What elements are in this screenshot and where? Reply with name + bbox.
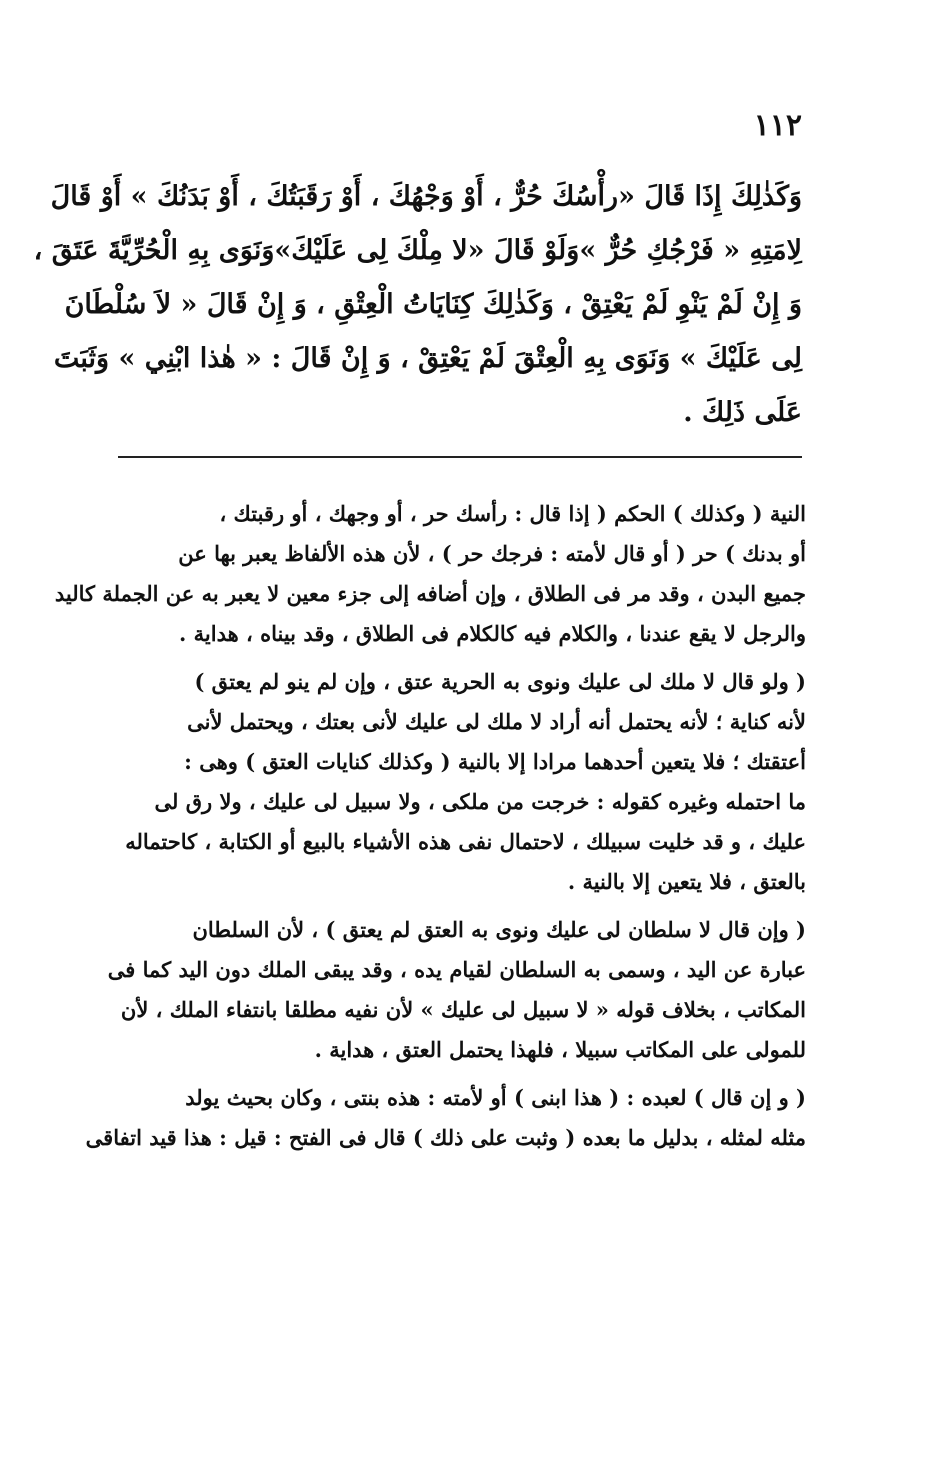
commentary-line: أو بدنك ) حر ( أو قال لأمته : فرجك حر ) ، لأن هذه الألفاظ يعبر بها عن <box>178 541 806 566</box>
commentary-line: لأنه كناية ؛ لأنه يحتمل أنه أراد لا ملك لى عليك لأنى بعتك ، ويحتمل لأنى <box>187 709 806 734</box>
commentary-line: والرجل لا يقع عندنا ، والكلام فيه كالكلام فى الطلاق ، وقد بيناه ، هداية . <box>179 621 806 646</box>
commentary-paragraph <box>107 910 806 1070</box>
main-text-line: لِى عَلَيْكَ » وَنَوَى بِهِ الْعِتْقَ لَمْ يَعْتِقْ ، وَ إِنْ قَالَ : « هٰذا ابْنِي » وَثَبَتَ <box>53 343 802 374</box>
main-text-line: وَكَذٰلِكَ إِذَا قَالَ «رأْسُكَ حُرٌّ ، أَوْ وَجْهُكَ ، أَوْ رَقَبَتُكَ ، أَوْ بَدَنُكَ » أَوْ قَالَ <box>50 181 802 212</box>
commentary-line: النية ( وكذلك ) الحكم ( إذا قال : رأسك حر ، أو وجهك ، أو رقبتك ، <box>219 501 806 526</box>
commentary-line: عبارة عن اليد ، وسمى به السلطان لقيام يده ، وقد يبقى الملك دون اليد كما فى <box>107 957 806 982</box>
commentary-line: للمولى على المكاتب سبيلا ، فلهذا يحتمل العتق ، هداية . <box>314 1037 806 1062</box>
commentary-line: ( وإن قال لا سلطان لى عليك ونوى به العتق لم يعتق ) ، لأن السلطان <box>192 917 806 942</box>
commentary-line: ( ولو قال لا ملك لى عليك ونوى به الحرية عتق ، وإن لم ينو لم يعتق ) <box>194 669 806 694</box>
page-number: ١١٢ <box>753 108 802 143</box>
commentary-paragraph <box>112 662 806 902</box>
commentary <box>54 494 806 1166</box>
commentary-line: بالعتق ، فلا يتعين إلا بالنية . <box>567 869 806 894</box>
commentary-line: المكاتب ، بخلاف قوله « لا سبيل لى عليك » لأن نفيه مطلقا بانتفاء الملك ، لأن <box>120 997 806 1022</box>
main-text-line: وَ إِنْ لَمْ يَنْوِ لَمْ يَعْتِقْ ، وَكَذٰلِكَ كِنَايَاتُ الْعِتْقِ ، وَ إِنْ قَالَ « لاَ سُلْطَانَ <box>64 289 802 320</box>
commentary-paragraph <box>54 494 806 654</box>
commentary-paragraph <box>85 1078 806 1158</box>
commentary-line: جميع البدن ، وقد مر فى الطلاق ، وإن أضافه إلى جزء معين لا يعبر به عن الجملة كاليد <box>54 581 806 606</box>
commentary-line: أعتقتك ؛ فلا يتعين أحدهما مرادا إلا بالنية ( وكذلك كنايات العتق ) وهى : <box>184 749 806 774</box>
main-text <box>33 170 802 440</box>
main-text-line: عَلَى ذَلِكَ . <box>683 397 802 428</box>
main-text-line: لِامَتِهِ « فَرْجُكِ حُرٌّ »وَلَوْ قَالَ «لا مِلْكَ لِى عَلَيْكَ»وَنَوَى بِهِ الْحُرِّيَّةَ عَتَقَ ، <box>33 235 802 266</box>
commentary-line: مثله لمثله ، بدليل ما بعده ( وثبت على ذلك ) قال فى الفتح : قيل : هذا قيد اتفاقى <box>85 1125 806 1150</box>
commentary-line: ( و إن قال ) لعبده : ( هذا ابنى ) أو لأمته : هذه بنتى ، وكان بحيث يولد <box>185 1085 806 1110</box>
commentary-line: ما احتمله وغيره كقوله : خرجت من ملكى ، ولا سبيل لى عليك ، ولا رق لى <box>154 789 806 814</box>
commentary-line: عليك ، و قد خليت سبيلك ، لاحتمال نفى هذه الأشياء بالبيع أو الكتابة ، كاحتماله <box>125 829 806 854</box>
section-divider <box>118 456 802 458</box>
